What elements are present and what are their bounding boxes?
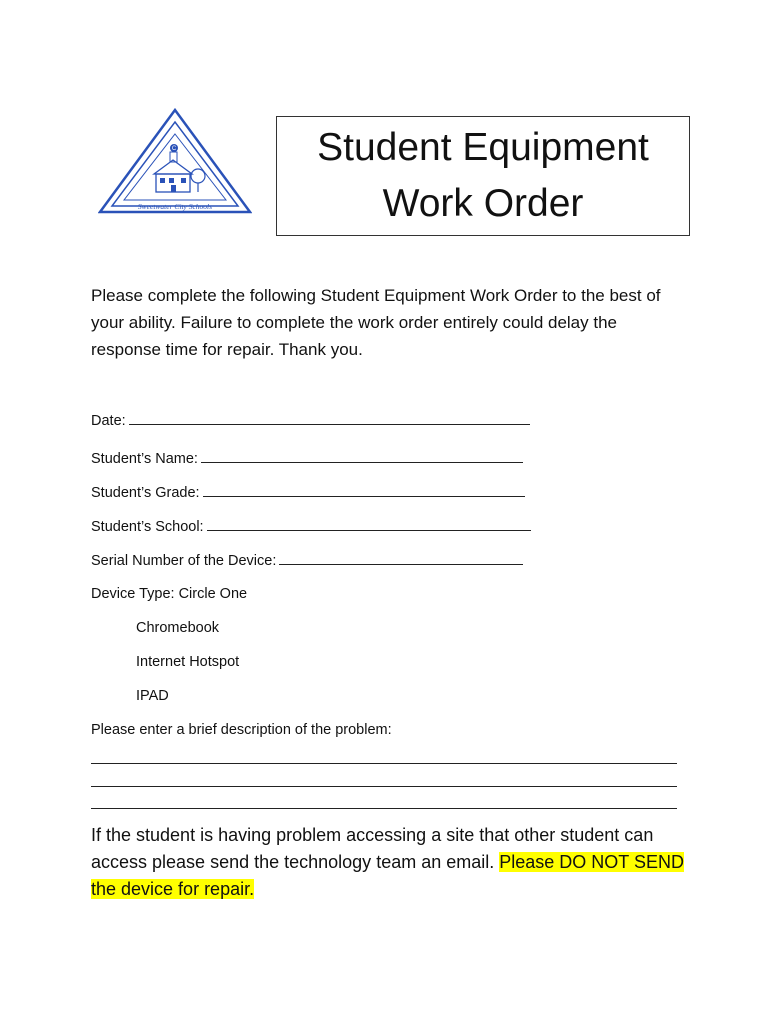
footer-text: If the student is having problem accessing a site that other student can access please send the technology team an email. (91, 825, 654, 872)
page-title-line1: Student Equipment (317, 126, 649, 169)
description-line-1[interactable] (91, 763, 677, 764)
device-option-chromebook[interactable]: Chromebook (136, 620, 220, 636)
device-option-ipad[interactable]: IPAD (136, 688, 169, 704)
student-grade-input-line[interactable] (203, 482, 525, 497)
student-school-label: Student’s School: (91, 519, 204, 535)
footer-highlight: Please DO NOT SEND the device for repair. (91, 852, 684, 899)
date-input-line[interactable] (129, 410, 530, 425)
student-name-input-line[interactable] (201, 448, 523, 463)
school-logo (98, 108, 252, 216)
student-school-field (91, 516, 531, 537)
title-box (276, 116, 690, 236)
date-label: Date: (91, 413, 126, 429)
student-name-field (91, 448, 523, 469)
student-school-input-line[interactable] (207, 516, 531, 531)
student-grade-field (91, 482, 525, 503)
device-option-hotspot[interactable]: Internet Hotspot (136, 654, 240, 670)
description-prompt: Please enter a brief description of the problem: (91, 722, 392, 738)
device-type-label: Device Type: Circle One (91, 586, 248, 602)
footer-note (91, 822, 691, 903)
student-grade-label: Student’s Grade: (91, 485, 200, 501)
date-field (91, 410, 530, 431)
serial-number-input-line[interactable] (279, 550, 523, 565)
student-name-label: Student’s Name: (91, 451, 198, 467)
serial-number-label: Serial Number of the Device: (91, 553, 277, 569)
description-line-2[interactable] (91, 786, 677, 787)
serial-number-field (91, 550, 523, 571)
logo-letter: C (171, 146, 177, 152)
page-title-line2: Work Order (382, 182, 584, 225)
intro-paragraph: Please complete the following Student Equipment Work Order to the best of your ability. Failure to complete the work order entirely could delay the response time for repair. Thank you. (91, 286, 661, 359)
description-line-3[interactable] (91, 808, 677, 809)
logo-text: Sweetwater City Schools (137, 202, 213, 211)
